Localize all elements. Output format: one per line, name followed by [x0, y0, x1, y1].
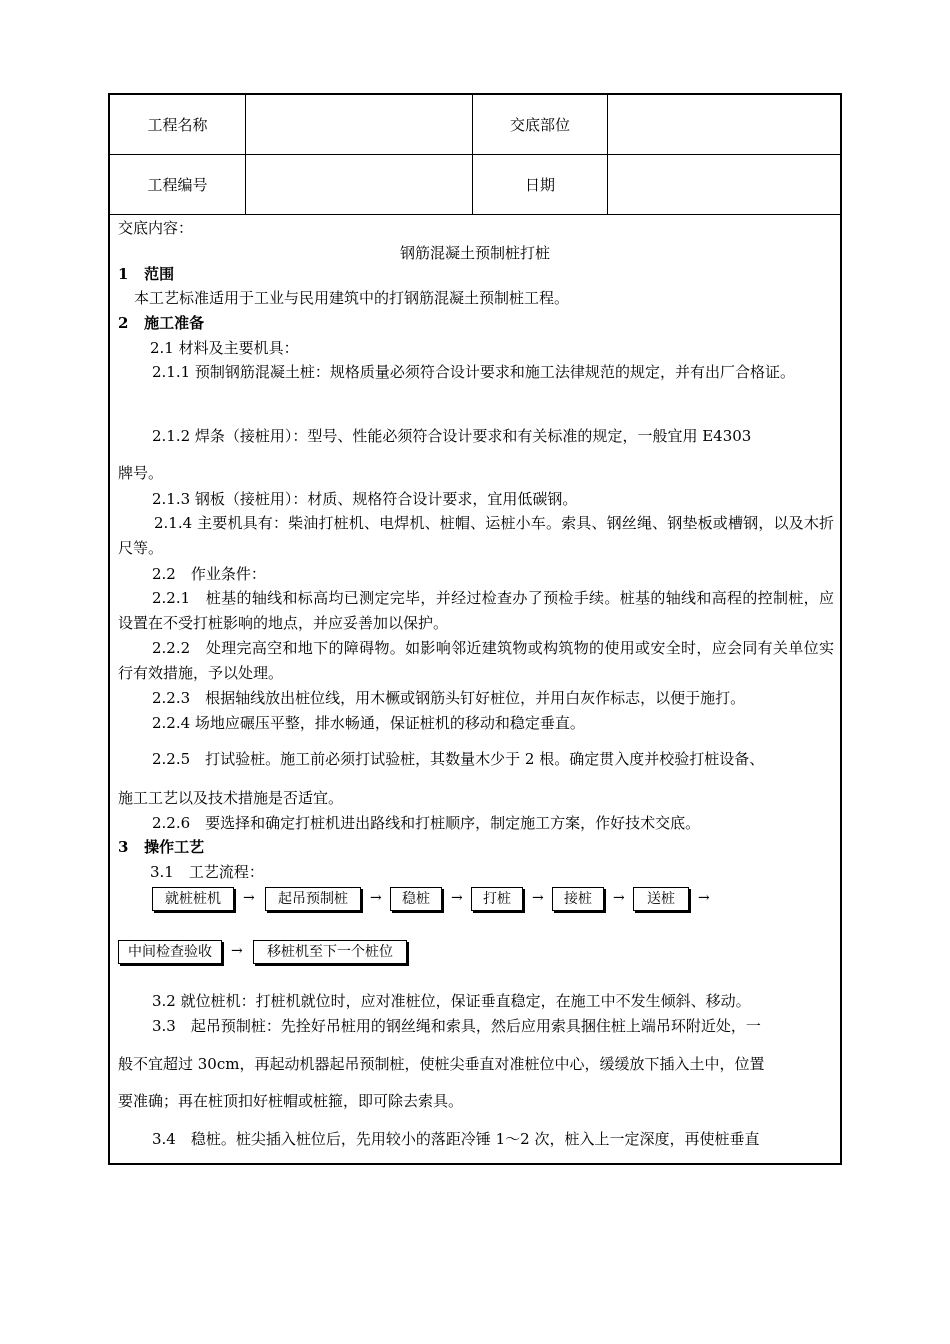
flow-step-2: 起吊预制桩 — [265, 887, 361, 911]
flow-step-5: 接桩 — [552, 887, 604, 911]
header-row-2 — [110, 155, 840, 215]
flow-arrow-6: → — [698, 890, 710, 906]
para-2-2-2: 2.2.2 处理完高空和地下的障碍物。如影响邻近建筑物或构筑物的使用或安全时，应会同有关单位实行有效措施，予以处理。 — [118, 639, 834, 682]
section-1-title: 范围 — [144, 265, 175, 283]
disclosure-sheet — [108, 93, 842, 1165]
section-3-title: 操作工艺 — [144, 838, 205, 856]
para-3-3-line-1: 3.3 起吊预制桩：先拴好吊桩用的钢丝绳和索具，然后应用索具捆住桩上端吊环附近处，一 — [152, 1017, 761, 1035]
flow-step-3: 稳桩 — [390, 887, 442, 911]
para-2-2-4: 2.2.4 场地应碾压平整，排水畅通，保证桩机的移动和稳定垂直。 — [152, 714, 585, 732]
project-no-label: 工程编号 — [110, 155, 246, 214]
para-2-2-5: 2.2.5 打试验桩。施工前必须打试验桩，其数量木少于 2 根。确定贯入度并校验打桩设备、 — [152, 750, 765, 768]
flow-arrow-1: → — [243, 890, 255, 906]
flow-arrow-3: → — [451, 890, 463, 906]
flow-step-1: 就桩桩机 — [152, 887, 234, 911]
doc-title: 钢筋混凝土预制桩打桩 — [399, 244, 550, 262]
location-value[interactable] — [608, 95, 840, 154]
para-3-3-line-2: 般不宜超过 30cm，再起动机器起吊预制桩，使桩尖垂直对准桩位中心，缓缓放下插入土中，位置 — [118, 1055, 765, 1073]
para-2-2-1: 2.2.1 桩基的轴线和标高均已测定完毕，并经过检查办了预检手续。桩基的轴线和高程的控制桩，应设置在不受打桩影响的地点，并应妥善加以保护。 — [118, 589, 834, 632]
para-3-2: 3.2 就位桩机：打桩机就位时，应对准桩位，保证垂直稳定，在施工中不发生倾斜、移动。 — [152, 992, 751, 1010]
flow-step-4: 打桩 — [471, 887, 523, 911]
flow-arrow-5: → — [613, 890, 625, 906]
flow-step-7: 中间检查验收 — [118, 940, 222, 964]
para-2-1-3: 2.1.3 钢板（接桩用）：材质、规格符合设计要求，宜用低碳钢。 — [152, 490, 578, 508]
date-value[interactable] — [608, 155, 840, 214]
content-label: 交底内容： — [118, 219, 194, 237]
section-2-heading — [118, 314, 204, 332]
para-2-2-3: 2.2.3 根据轴线放出桩位线，用木橛或钢筋头钉好桩位，并用白灰作标志，以便于施打。 — [152, 689, 746, 707]
project-name-value[interactable] — [246, 95, 473, 154]
para-3-1: 3.1 工艺流程： — [150, 863, 264, 881]
para-2-1-2-cont: 牌号。 — [118, 464, 164, 482]
section-1-heading — [118, 265, 174, 283]
flow-arrow-7: → — [231, 943, 243, 959]
date-label: 日期 — [473, 155, 608, 214]
section-1-num: 1 — [118, 265, 129, 283]
section-1-text: 本工艺标准适用于工业与民用建筑中的打钢筋混凝土预制桩工程。 — [134, 289, 570, 307]
location-label: 交底部位 — [473, 95, 608, 154]
flow-step-8: 移桩机至下一个桩位 — [253, 940, 407, 964]
section-2-title: 施工准备 — [144, 314, 205, 332]
project-no-value[interactable] — [246, 155, 473, 214]
para-2-1-4: 2.1.4 主要机具有：柴油打桩机、电焊机、桩帽、运桩小车。索具、钢丝绳、钢垫板或槽钢，以及木折尺等。 — [118, 514, 834, 557]
project-name-label: 工程名称 — [110, 95, 246, 154]
flow-step-6: 送桩 — [633, 887, 689, 911]
section-2-num: 2 — [118, 314, 129, 332]
para-2-2-5-cont: 施工工艺以及技术措施是否适宜。 — [118, 789, 344, 807]
para-2-1: 2.1 材料及主要机具： — [150, 339, 299, 357]
para-2-2-6: 2.2.6 要选择和确定打桩机进出路线和打桩顺序，制定施工方案，作好技术交底。 — [152, 814, 701, 832]
para-3-3-line-3: 要准确；再在桩顶扣好桩帽或桩箍，即可除去索具。 — [118, 1092, 464, 1110]
flow-arrow-4: → — [532, 890, 544, 906]
para-2-2: 2.2 作业条件： — [152, 565, 266, 583]
header-row-1 — [110, 95, 840, 155]
flow-arrow-2: → — [370, 890, 382, 906]
para-3-4: 3.4 稳桩。桩尖插入桩位后，先用较小的落距冷锤 1～2 次，桩入上一定深度，再使桩垂直 — [152, 1130, 760, 1148]
para-2-1-1: 2.1.1 预制钢筋混凝土桩：规格质量必须符合设计要求和施工法律规范的规定，并有出厂合格证。 — [152, 363, 795, 381]
section-3-heading — [118, 838, 204, 856]
section-3-num: 3 — [118, 838, 129, 856]
para-2-1-2: 2.1.2 焊条（接桩用）：型号、性能必须符合设计要求和有关标准的规定，一般宜用 E4303 — [152, 427, 752, 445]
